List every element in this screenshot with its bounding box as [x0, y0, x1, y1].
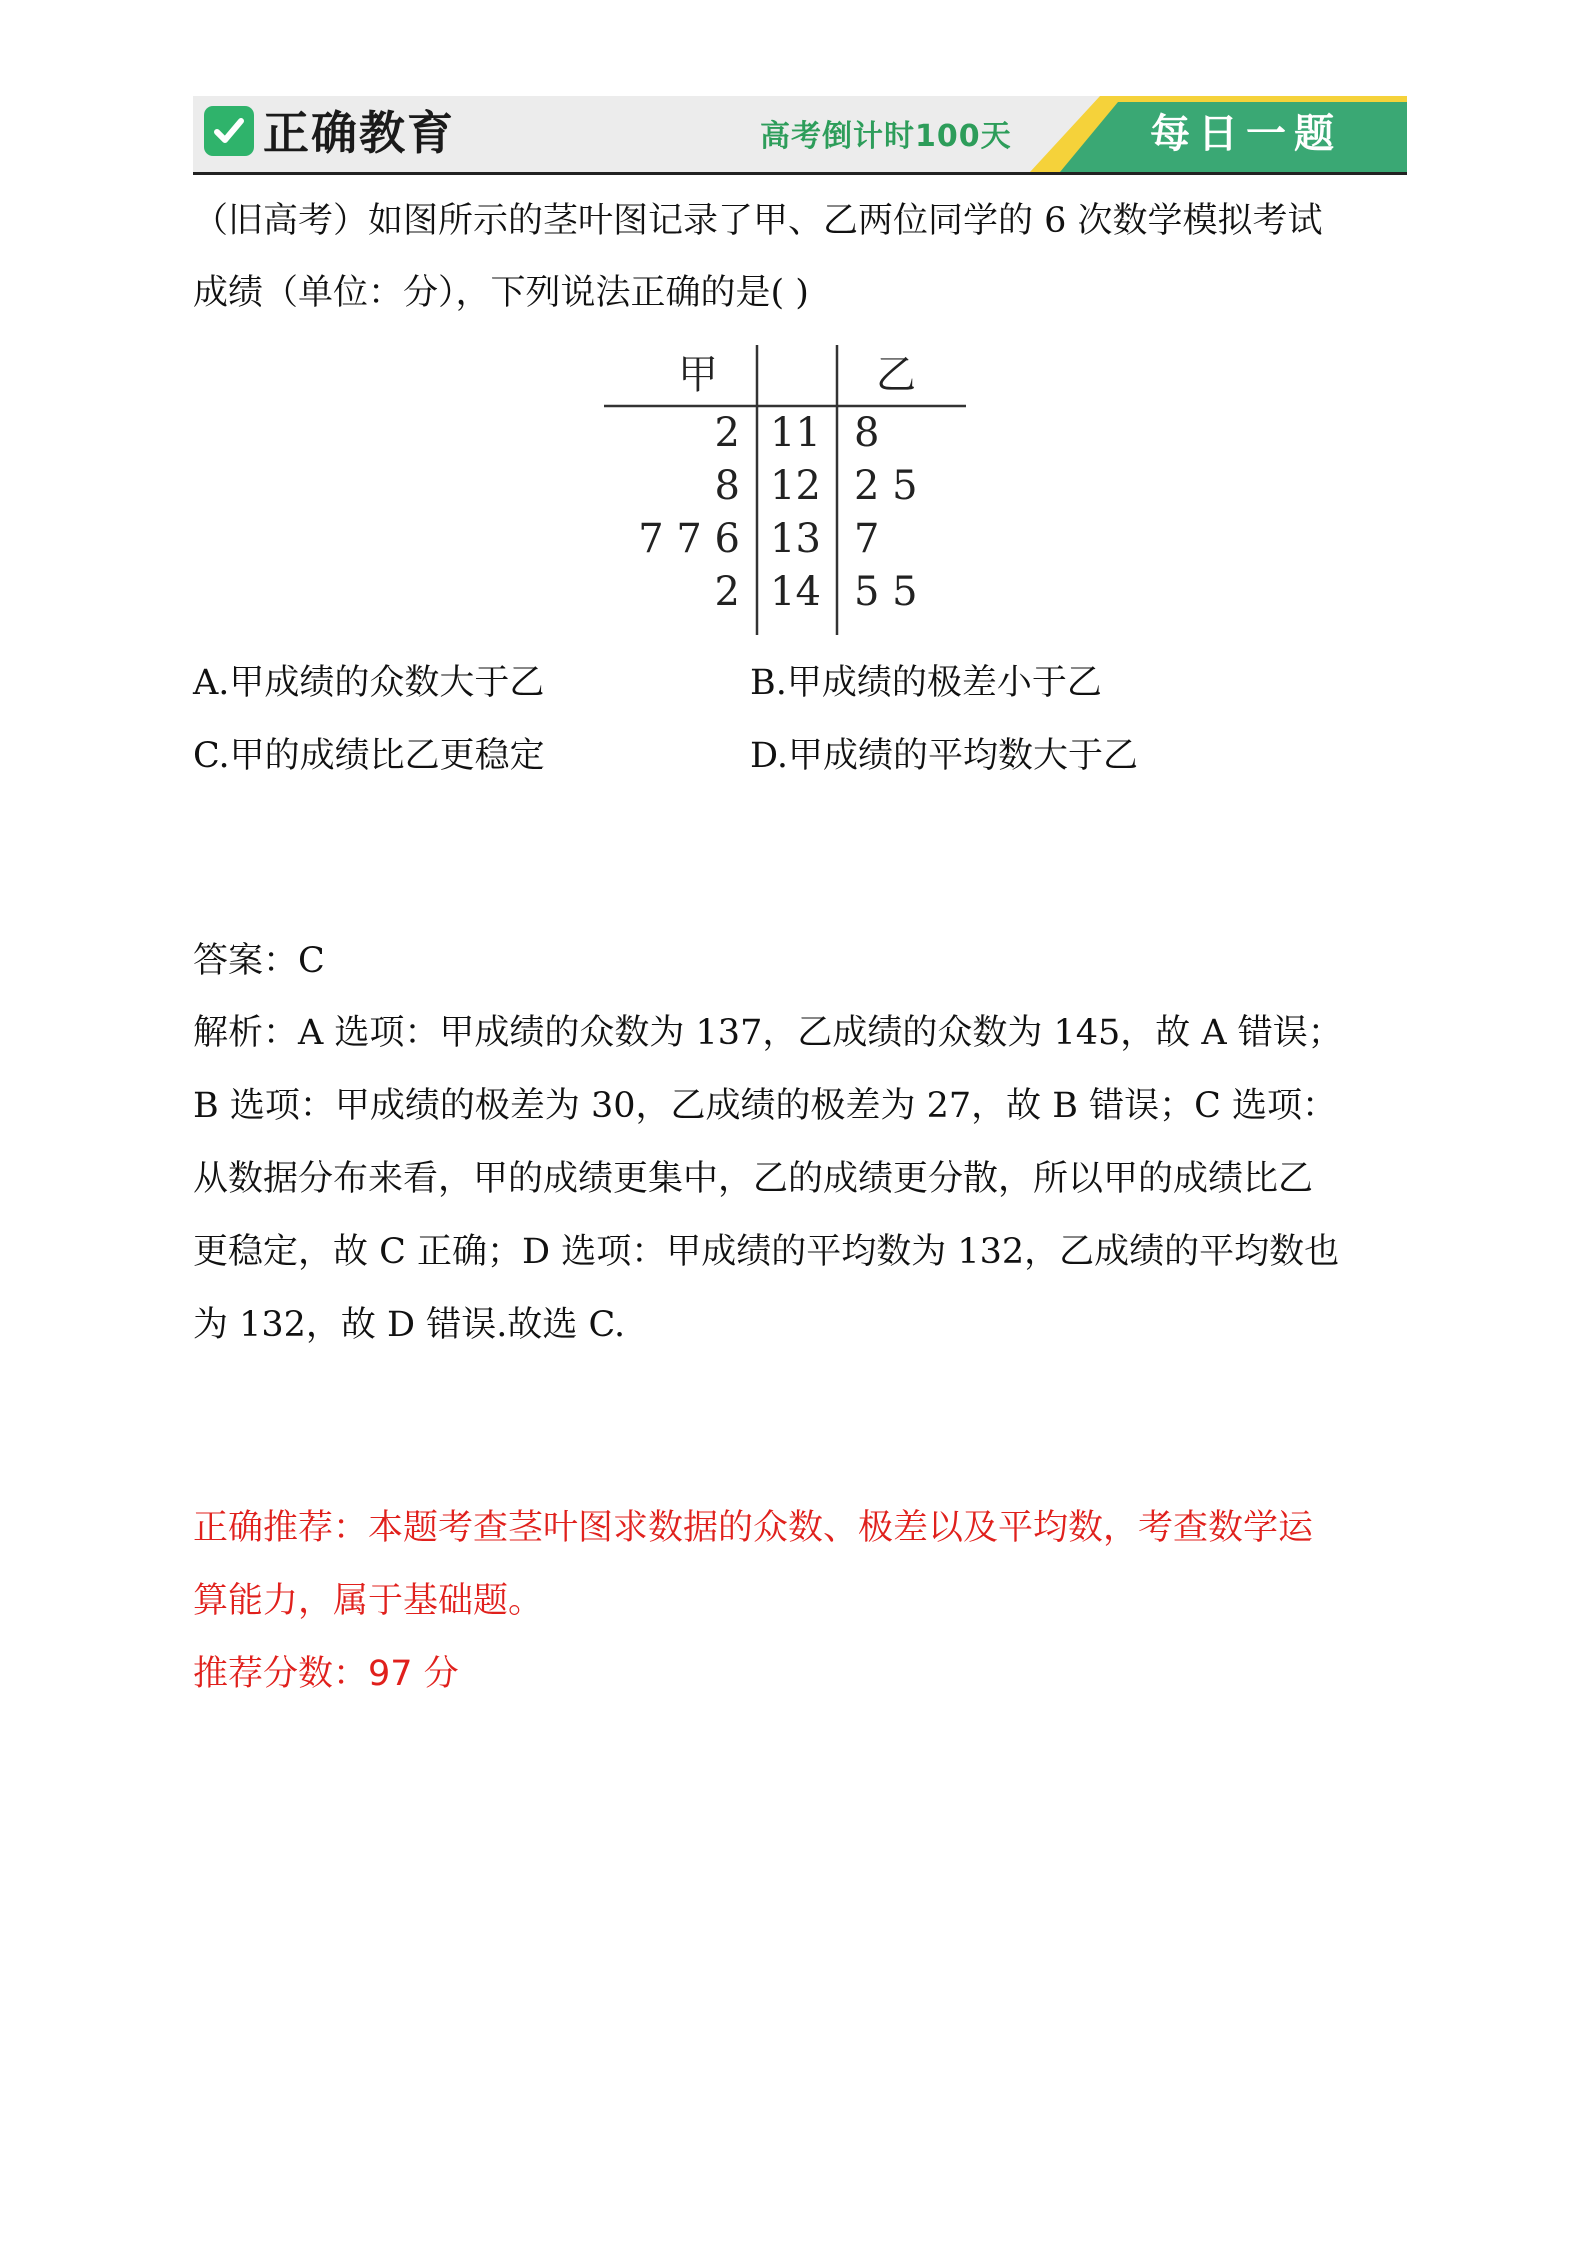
option-a: A.甲成绩的众数大于乙	[193, 663, 545, 703]
stem-leaf-diagram	[600, 345, 970, 635]
analysis-line: 为 132，故 D 错误.故选 C.	[193, 1305, 626, 1345]
left-header: 甲	[678, 352, 718, 398]
analysis-line: 从数据分布来看，甲的成绩更集中，乙的成绩更分散，所以甲的成绩比乙	[193, 1159, 1314, 1199]
check-icon	[204, 106, 254, 156]
logo-text: 正确教育	[263, 106, 455, 160]
stem: 11	[770, 410, 821, 456]
right-leaves: 5 5	[854, 569, 918, 615]
option-d: D.甲成绩的平均数大于乙	[750, 736, 1138, 776]
option-c: C.甲的成绩比乙更稳定	[193, 736, 545, 776]
left-leaves: 7 7 6	[638, 516, 740, 562]
recommendation-line-1: 正确推荐：本题考查茎叶图求数据的众数、极差以及平均数，考查数学运	[193, 1508, 1314, 1548]
left-leaves: 8	[714, 463, 740, 509]
recommendation-score: 推荐分数：97 分	[193, 1654, 459, 1694]
stem: 13	[770, 516, 821, 562]
analysis-line: B 选项：甲成绩的极差为 30，乙成绩的极差为 27，故 B 错误；C 选项：	[193, 1086, 1338, 1126]
analysis-line: 更稳定，故 C 正确；D 选项：甲成绩的平均数为 132，乙成绩的平均数也	[193, 1232, 1340, 1272]
left-leaves: 2	[714, 569, 740, 615]
header-divider	[193, 172, 1407, 175]
analysis-line: 解析：A 选项：甲成绩的众数为 137，乙成绩的众数为 145，故 A 错误；	[193, 1013, 1343, 1053]
daily-question-label: 每日一题	[1150, 111, 1342, 157]
question-line-2: 成绩（单位：分），下列说法正确的是( )	[193, 273, 809, 313]
right-leaves: 7	[854, 516, 880, 562]
right-leaves: 8	[854, 410, 880, 456]
stem: 12	[770, 463, 821, 509]
recommendation-line-2: 算能力，属于基础题。	[193, 1581, 544, 1621]
option-b: B.甲成绩的极差小于乙	[750, 663, 1102, 703]
right-header: 乙	[876, 352, 916, 398]
left-leaves: 2	[714, 410, 740, 456]
stem: 14	[770, 569, 821, 615]
right-leaves: 2 5	[854, 463, 918, 509]
question-line-1: （旧高考）如图所示的茎叶图记录了甲、乙两位同学的 6 次数学模拟考试	[193, 201, 1323, 241]
answer-line: 答案：C	[193, 941, 325, 981]
countdown-text: 高考倒计时100天	[760, 119, 1012, 154]
